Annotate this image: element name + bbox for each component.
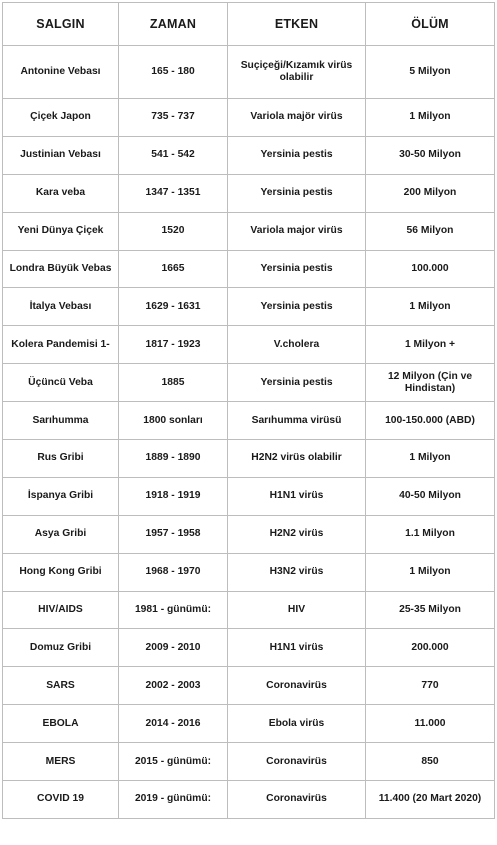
cell-zaman: 165 - 180 xyxy=(119,46,228,99)
cell-salgin: Sarıhumma xyxy=(3,402,119,440)
table-row xyxy=(3,629,495,667)
cell-zaman: 1885 xyxy=(119,364,228,402)
cell-zaman: 1889 - 1890 xyxy=(119,440,228,478)
cell-etken: Coronavirüs xyxy=(228,667,366,705)
cell-etken: Yersinia pestis xyxy=(228,288,366,326)
table-row xyxy=(3,174,495,212)
cell-etken: Yersinia pestis xyxy=(228,364,366,402)
cell-salgin: SARS xyxy=(3,667,119,705)
table-row xyxy=(3,440,495,478)
table-row xyxy=(3,136,495,174)
cell-zaman: 1629 - 1631 xyxy=(119,288,228,326)
cell-olum: 100-150.000 (ABD) xyxy=(366,402,495,440)
cell-zaman: 541 - 542 xyxy=(119,136,228,174)
cell-salgin: Kara veba xyxy=(3,174,119,212)
cell-etken: H2N2 virüs xyxy=(228,515,366,553)
cell-olum: 1.1 Milyon xyxy=(366,515,495,553)
cell-zaman: 2002 - 2003 xyxy=(119,667,228,705)
cell-salgin: HIV/AIDS xyxy=(3,591,119,629)
cell-salgin: Kolera Pandemisi 1- xyxy=(3,326,119,364)
cell-etken: Variola major virüs xyxy=(228,212,366,250)
cell-zaman: 1800 sonları xyxy=(119,402,228,440)
cell-zaman: 1981 - günümü: xyxy=(119,591,228,629)
cell-olum: 30-50 Milyon xyxy=(366,136,495,174)
table-row xyxy=(3,250,495,288)
cell-zaman: 1665 xyxy=(119,250,228,288)
cell-zaman: 1817 - 1923 xyxy=(119,326,228,364)
cell-salgin: Üçüncü Veba xyxy=(3,364,119,402)
table-row xyxy=(3,288,495,326)
cell-olum: 25-35 Milyon xyxy=(366,591,495,629)
cell-zaman: 1918 - 1919 xyxy=(119,477,228,515)
cell-salgin: Asya Gribi xyxy=(3,515,119,553)
cell-etken: Suçiçeği/Kızamık virüs olabilir xyxy=(228,46,366,99)
cell-etken: Ebola virüs xyxy=(228,705,366,743)
cell-salgin: İtalya Vebası xyxy=(3,288,119,326)
cell-salgin: COVID 19 xyxy=(3,781,119,819)
cell-salgin: Domuz Gribi xyxy=(3,629,119,667)
header-salgin: SALGIN xyxy=(3,3,119,46)
cell-olum: 12 Milyon (Çin ve Hindistan) xyxy=(366,364,495,402)
table-row xyxy=(3,705,495,743)
table-row xyxy=(3,515,495,553)
table-row xyxy=(3,364,495,402)
header-row xyxy=(3,3,495,46)
cell-olum: 1 Milyon xyxy=(366,440,495,478)
table-row xyxy=(3,46,495,99)
cell-etken: H1N1 virüs xyxy=(228,477,366,515)
cell-olum: 1 Milyon xyxy=(366,99,495,137)
table-row xyxy=(3,326,495,364)
table-row xyxy=(3,591,495,629)
table-row xyxy=(3,477,495,515)
cell-etken: Yersinia pestis xyxy=(228,250,366,288)
cell-zaman: 2015 - günümü: xyxy=(119,743,228,781)
cell-zaman: 735 - 737 xyxy=(119,99,228,137)
cell-etken: Variola majör virüs xyxy=(228,99,366,137)
cell-salgin: Rus Gribi xyxy=(3,440,119,478)
table-row xyxy=(3,212,495,250)
cell-etken: Coronavirüs xyxy=(228,781,366,819)
table-row xyxy=(3,781,495,819)
cell-etken: Yersinia pestis xyxy=(228,136,366,174)
cell-olum: 11.400 (20 Mart 2020) xyxy=(366,781,495,819)
header-olum: ÖLÜM xyxy=(366,3,495,46)
cell-zaman: 1968 - 1970 xyxy=(119,553,228,591)
header-etken: ETKEN xyxy=(228,3,366,46)
cell-olum: 850 xyxy=(366,743,495,781)
cell-olum: 100.000 xyxy=(366,250,495,288)
cell-etken: Yersinia pestis xyxy=(228,174,366,212)
cell-olum: 56 Milyon xyxy=(366,212,495,250)
table-row xyxy=(3,743,495,781)
table-body xyxy=(3,46,495,819)
cell-etken: H1N1 virüs xyxy=(228,629,366,667)
cell-salgin: MERS xyxy=(3,743,119,781)
table-row xyxy=(3,99,495,137)
cell-salgin: Justinian Vebası xyxy=(3,136,119,174)
cell-olum: 1 Milyon xyxy=(366,553,495,591)
cell-salgin: Londra Büyük Vebas xyxy=(3,250,119,288)
cell-zaman: 2009 - 2010 xyxy=(119,629,228,667)
cell-salgin: Antonine Vebası xyxy=(3,46,119,99)
cell-etken: H2N2 virüs olabilir xyxy=(228,440,366,478)
cell-salgin: İspanya Gribi xyxy=(3,477,119,515)
cell-etken: Coronavirüs xyxy=(228,743,366,781)
cell-zaman: 2014 - 2016 xyxy=(119,705,228,743)
cell-zaman: 2019 - günümü: xyxy=(119,781,228,819)
cell-olum: 1 Milyon xyxy=(366,288,495,326)
cell-etken: HIV xyxy=(228,591,366,629)
cell-salgin: Hong Kong Gribi xyxy=(3,553,119,591)
cell-salgin: Çiçek Japon xyxy=(3,99,119,137)
table-row xyxy=(3,402,495,440)
cell-zaman: 1520 xyxy=(119,212,228,250)
cell-salgin: Yeni Dünya Çiçek xyxy=(3,212,119,250)
cell-etken: H3N2 virüs xyxy=(228,553,366,591)
cell-etken: V.cholera xyxy=(228,326,366,364)
cell-salgin: EBOLA xyxy=(3,705,119,743)
cell-olum: 770 xyxy=(366,667,495,705)
table-row xyxy=(3,553,495,591)
cell-etken: Sarıhumma virüsü xyxy=(228,402,366,440)
cell-olum: 200 Milyon xyxy=(366,174,495,212)
cell-olum: 11.000 xyxy=(366,705,495,743)
cell-olum: 5 Milyon xyxy=(366,46,495,99)
cell-zaman: 1347 - 1351 xyxy=(119,174,228,212)
table-row xyxy=(3,667,495,705)
cell-olum: 40-50 Milyon xyxy=(366,477,495,515)
header-zaman: ZAMAN xyxy=(119,3,228,46)
cell-zaman: 1957 - 1958 xyxy=(119,515,228,553)
cell-olum: 200.000 xyxy=(366,629,495,667)
cell-olum: 1 Milyon + xyxy=(366,326,495,364)
pandemic-table xyxy=(2,2,495,819)
